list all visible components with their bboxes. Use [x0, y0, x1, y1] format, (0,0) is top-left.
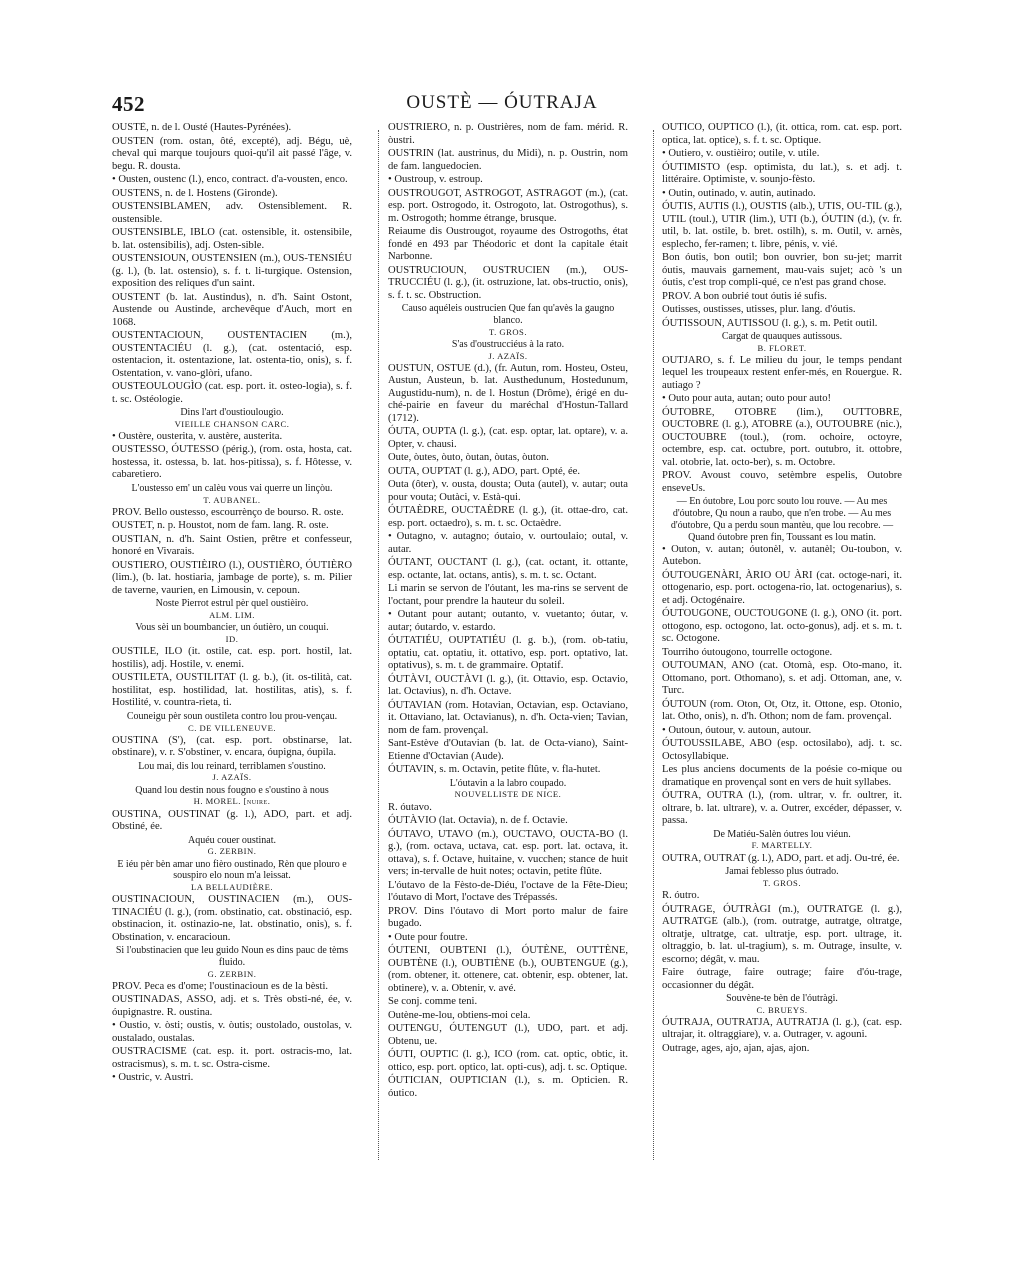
citation-line: De Matiéu-Salèn óutres lou viéun. — [713, 828, 851, 840]
dictionary-entry: Reiaume dis Oustrougot, royaume des Ostrogoths, état fondé en 493 par Théodoric et dont la capitale était Narbonne. — [388, 226, 628, 262]
dictionary-entry: Oute, òutes, òuto, òutan, òutas, òuton. — [388, 452, 549, 464]
dictionary-entry: • Oustère, ousterita, v. austère, austerita. — [112, 430, 283, 442]
dictionary-entry: ÓUTISSOUN, AUTISSOU (l. g.), s. m. Petit outil. — [662, 317, 878, 329]
dictionary-entry: ÓUTÀVIO (lat. Octavia), n. de f. Octavie. — [388, 815, 568, 827]
dictionary-entry: OUSTRIN (lat. austrinus, du Midi), n. p. Oustrin, nom de fam. languedocien. — [388, 148, 628, 172]
dictionary-entry: • Oustio, v. òsti; oustis, v. òutis; oustolado, oustolas, v. oustalado, oustalas. — [112, 1020, 352, 1044]
proverb-line: PROV. Dins l'óutavo di Mort porto malur de faire bugado. — [388, 905, 628, 930]
dictionary-entry: • Outant pour autant; outanto, v. vuetanto; óutar, v. autar; óutardo, v. estardo. — [388, 609, 628, 633]
dictionary-entry: OUSTIAN, n. d'h. Saint Ostien, prêtre et confesseur, honoré en Vivarais. — [112, 533, 352, 558]
citation-author: C. DE VILLENEUVE. — [187, 722, 277, 733]
text-column-middle — [388, 122, 628, 1242]
dictionary-entry: OUSTINA (S'), (cat. esp. port. obstinarse, lat. obstinare), v. r. S'obstiner, v. encara, óupigna, óupila. — [112, 734, 352, 759]
dictionary-entry: ÓUTRA, OUTRA (l.), (rom. ultrar, v. fr. oultrer, it. oltrare, b. lat. ultrare), v. a. Outrer, excéder, dépasser, v. passa. — [662, 790, 902, 827]
dictionary-entry: ÓUTOUGONE, OUCTOUGONE (l. g.), ONO (it. port. ottogono, esp. octogono, lat. octo-gonus), adj. et s. m. t. sc. Octogone. — [662, 608, 902, 645]
dictionary-entry: OUSTENTACIOUN, OUSTENTACIEN (m.), OUSTENTACIÉU (l. g.), (cat. ostentació, esp. ostentacion, it. ostentazione, lat. ostenta-tio, onis), s. f. Ostentation, v. vano-glòri, ufano. — [112, 330, 352, 379]
dictionary-entry: OUSTÈ, n. de l. Ousté (Hautes-Pyrénées). — [112, 122, 292, 133]
dictionary-entry: ÓUTAVIAN (rom. Hotavian, Octavian, esp. Octaviano, it. Ottaviano, lat. Octavianus), n. d'h. Octa-vien; Tavian, nom de fam. provençal. — [388, 699, 628, 736]
dictionary-entry: OUSTENSIBLE, IBLO (cat. ostensible, it. ostensibile, b. lat. ostensibilis), adj. Osten-sible. — [112, 227, 352, 251]
dictionary-entry: OUSTINA, OUSTINAT (g. l.), ADO, part. et adj. Obstiné, ée. — [112, 808, 352, 833]
citation-line: Couneigu pèr soun oustileta contro lou prou-vençau. — [126, 710, 338, 722]
dictionary-entry: • Outin, outinado, v. autin, autinado. — [662, 187, 816, 199]
dictionary-entry: OUSTENSIOUN, OUSTENSIEN (m.), OUS-TENSIÉU (g. l.), (b. lat. ostensio), s. f. t. li-turgique. Ostension, exposition des reliques d'un saint. — [112, 253, 352, 289]
citation-line: Aquéu couer oustinat. — [187, 834, 277, 846]
dictionary-entry: ÓUTICIAN, OUPTICIAN (l.), s. m. Opticien. R. óutico. — [388, 1075, 628, 1099]
citation-author: B. FLORET. — [757, 342, 807, 353]
page-header — [112, 92, 892, 116]
proverb-line: PROV. Avoust couvo, setèmbre espelis, Outobre enseveUs. — [662, 470, 902, 494]
dictionary-entry: OUSTRACISME (cat. esp. it. port. ostracis-mo, lat. ostracismus), s. m. t. sc. Ostra-cisme. — [112, 1046, 352, 1070]
dictionary-entry: ÓUTAVIN, s. m. Octavin, petite flûte, v. fla-hutet. — [388, 764, 601, 776]
citation-line: L'oustesso em' un calèu vous vai querre un linçòu. — [131, 482, 333, 494]
proverb-line: PROV. Bello oustesso, escourrènço de bourso. R. oste. — [112, 506, 344, 518]
citation-line: — En óutobre, Lou porc souto lou rouve. — Au mes d'óutobre, Qu noun a raubo, que n'en trobe. — Au mes d'óutobre, Qu a perdu soun mantèu, que lou recobre. — Quand óutobre pren fin, Toussant es lou matin. — [670, 496, 894, 543]
citation-line: Cargat de quauques autissous. — [721, 331, 843, 342]
citation-line: E iéu pèr bèn amar uno fièro oustinado, Rèn que plouro e souspiro elo noun m'a leissat. — [117, 858, 347, 882]
dictionary-entry: Tourriho óutougono, tourrelle octogone. — [662, 646, 833, 658]
citation-line: Vous sèi un boumbancier, un óutièro, un couqui. — [135, 622, 329, 634]
dictionary-entry: ÓUTAVO, UTAVO (m.), OUCTAVO, OUCTA-BO (l. g.), (rom. octava, uctava, cat. esp. port. lat. octava, it. ottava), s. f. Octave, huitaine, v. vucchen; stance de huit vers; in-tervalle de huit notes; octavin, petite flûte. — [388, 828, 628, 878]
dictionary-entry: ÓUTI, OUPTIC (l. g.), ICO (rom. cat. optic, obtic, it. ottico, esp. port. optico, lat. opti-cus), adj. t. sc. Optique. — [388, 1049, 628, 1073]
citation-author: H. MOREL. [nuire. — [193, 796, 271, 807]
dictionary-entry: ÓUTOUN (rom. Oton, Ot, Otz, it. Ottone, esp. Otonio, lat. Otho, onis), n. d'h. Othon; nom de fam. provençal. — [662, 698, 902, 723]
dictionary-entry: OUSTIERO, OUSTIÈIRO (l.), OUSTIÈRO, ÓUTIÈRO (lim.), (b. lat. hostiaria, jambage de porte), s. m. Pilier de taverne, vaurien, en Limousin, v. cepoun. — [112, 559, 352, 596]
text-column-left — [112, 122, 352, 1242]
dictionary-entry: • Outon, v. autan; óutonèl, v. autanèl; Ou-toubon, v. Autebon. — [662, 543, 902, 568]
dictionary-entry: OUTJARO, s. f. Le milieu du jour, le temps pendant lequel les troupeaux restent enfer-més, en Rouergue. R. autiago ? — [662, 354, 902, 391]
dictionary-entry: OUSTENT (b. lat. Austindus), n. d'h. Saint Ostont, Austende ou Austinde, archevêque d'Auch, mort en 1068. — [112, 291, 352, 328]
dictionary-entry: OUSTINADAS, ASSO, adj. et s. Très obsti-né, ée, v. óupignastre. R. oustina. — [112, 994, 352, 1018]
dictionary-entry: OUSTROUGOT, ASTROGOT, ASTRAGOT (m.), (cat. esp. port. Ostrogodo, it. Ostrogoto, lat. Ostrogothus), s. m. Ostrogoth; homme étrange, brusque. — [388, 187, 628, 224]
dictionary-entry: ÓUTICO, OUPTICO (l.), (it. ottica, rom. cat. esp. port. optica, lat. optice), s. f. t. sc. Optique. — [662, 122, 902, 146]
dictionary-entry: ÓUTRAJA, OUTRATJA, AUTRATJA (l. g.), (cat. esp. ultrajar, it. oltraggiare), v. a. Outrager, v. agouni. — [662, 1016, 902, 1041]
citation-line: Causo aquéleis oustrucien Que fan qu'avès la gaugno blanco. — [401, 303, 615, 326]
column-divider — [378, 130, 379, 1160]
dictionary-entry: ÓUTIMISTO (esp. optimista, du lat.), s. et adj. t. littéraire. Optimiste, v. sounjo-fèsto. — [662, 161, 902, 185]
column-divider — [653, 130, 654, 1160]
dictionary-entry: • Oustroup, v. estroup. — [388, 174, 483, 185]
dictionary-entry: • Outagno, v. autagno; óutaio, v. ourtoulaio; outal, v. autar. — [388, 531, 628, 555]
citation-author: VIEILLE CHANSON CARC. — [174, 418, 290, 429]
citation-author: ALM. LIM. — [209, 610, 255, 621]
citation-author: T. GROS. — [489, 326, 527, 337]
dictionary-entry: Outène-me-lou, obtiens-moi cela. — [388, 1009, 531, 1021]
citation-line: Quand lou destin nous fougno e s'oustino à nous — [135, 784, 329, 796]
citation-author: F. MARTELLY. — [751, 840, 813, 851]
dictionary-entry: ÓUTRAGE, ÓUTRÀGI (m.), OUTRATGE (l. g.), AUTRATGE (alb.), (rom. outratge, autratge, oltratge, oltratje, ultratge, cat. ultratje, esp. port. ultrage, it. oltraggio, b. lat. ul-tragium), s. m. Outrage, insulte, v. escorno; dégât, v. mau. — [662, 903, 902, 965]
dictionary-entry: ÓUTA, OUPTA (l. g.), (cat. esp. optar, lat. optare), v. a. Opter, v. chausi. — [388, 426, 628, 450]
dictionary-entry: ÓUTANT, OUCTANT (l. g.), (cat. octant, it. ottante, esp. octante, lat. octans, antis), s. m. t. sc. Octant. — [388, 557, 628, 581]
dictionary-entry: • Outoun, óutour, v. autoun, autour. — [662, 724, 812, 736]
dictionary-entry: ÓUTIS, AUTIS (l.), OUSTIS (alb.), UTIS, OU-TIL (g.), UTIL (toul.), UTIR (lim.), UTI (b.), ÓUTIN (d.), (v. fr. util, b. lat. ostile, b. bret. ostilh), s. m. Outil, v. arnès, esplecho, fer-ramen; t. libre, pénis, v. vié. — [662, 201, 902, 250]
citation-line: Souvène-te bèn de l'óutràgi. — [726, 993, 838, 1004]
dictionary-entry: R. óutro. — [662, 890, 700, 901]
citation-line: Si l'oubstinacien que leu guido Noun es dins pauc de tèms fluido. — [115, 945, 349, 969]
citation-author: NOUVELLISTE DE NICE. — [454, 789, 562, 800]
proverb-line: PROV. A bon oubrié tout óutis ié sufis. — [662, 290, 827, 302]
dictionary-entry: ÓUTOUGENÀRI, ÀRIO OU ÀRI (cat. octoge-nari, it. ottogenario, esp. port. octogena-rio, lat. octogenarius), s. et adj. Octogénaire. — [662, 569, 902, 606]
dictionary-entry: OUSTRIERO, n. p. Oustrières, nom de fam. mérid. R. òustri. — [388, 122, 628, 146]
dictionary-entry: • Oustric, v. Austri. — [112, 1072, 194, 1084]
dictionary-entry: • Outiero, v. oustièiro; outile, v. utile. — [662, 148, 820, 159]
dictionary-entry: Outa (ôter), v. ousta, dousta; Outa (autel), v. autar; outa pour vouta; Outàci, v. Està-qui. — [388, 479, 628, 503]
citation-author: ID. — [225, 634, 239, 645]
dictionary-entry: • Oute pour foutre. — [388, 931, 468, 943]
text-column-right — [662, 122, 902, 1242]
dictionary-entry: OUTENGU, ÓUTENGUT (l.), UDO, part. et adj. Obtenu, ue. — [388, 1023, 628, 1047]
citation-author: C. BRUEYS. — [756, 1004, 808, 1015]
dictionary-entry: OUSTET, n. p. Houstot, nom de fam. lang. R. oste. — [112, 520, 329, 532]
citation-author: G. ZERBIN. — [207, 968, 257, 979]
dictionary-entry: OUSTILE, ILO (it. ostile, cat. esp. port. hostil, lat. hostilis), adj. Hostile, v. enemi. — [112, 646, 352, 670]
dictionary-entry: OUSTEOULOUGÌO (cat. esp. port. it. osteo-logia), s. f. t. sc. Ostéologie. — [112, 381, 352, 405]
citation-author: J. AZAÏS. — [212, 772, 252, 783]
dictionary-entry: • Ousten, oustenc (l.), enco, contract. d'a-vousten, enco. — [112, 174, 348, 185]
citation-line: Noste Pierrot estrul pèr quel oustièiro. — [155, 598, 309, 610]
dictionary-entry: OUSTUN, OSTUE (d.), (fr. Autun, rom. Hosteu, Osteu, Austun, Austeun, b. lat. Austhedunum, Hostedunum, Augustidu-num), n. de l. Hostun (Drôme), érigé en du-ché-pairie en faveur du maréchal d'Hostun-Tallard (1712). — [388, 362, 628, 424]
dictionary-entry: Outrage, ages, ajo, ajan, ajas, ajon. — [662, 1042, 810, 1054]
dictionary-entry: OUSTEN (rom. ostan, ôté, excepté), adj. Bégu, uè, cheval qui marque toujours quoi-qu'il ait passé l'âge, v. begu. R. dousta. — [112, 135, 352, 172]
citation-line: S'as d'oustrucciéus à la rato. — [451, 338, 565, 350]
proverb-line: PROV. Peca es d'ome; l'oustinacioun es de la bèsti. — [112, 980, 329, 992]
dictionary-entry: OUSTESSO, ÓUTESSO (périg.), (rom. osta, hosta, cat. hostessa, it. ostessa, b. lat. hos-pitissa), s. f. Hôtesse, v. cabaretiero. — [112, 444, 352, 481]
dictionary-entry: OUSTENSIBLAMEN, adv. Ostensiblement. R. oustensible. — [112, 201, 352, 225]
dictionary-entry: ÓUTOBRE, OTOBRE (lim.), OUTTOBRE, OUCTOBRE (l. g.), ATOBRE (a.), OUTOUBRE (nic.), OUCTOUBRE (toul.), (rom. ochoire, octoyre, octembre, esp. cat. octubre, port. outubro, it. ottobre, val. otobrie, lat. octo-ber), s. m. Octobre. — [662, 406, 902, 468]
dictionary-entry: OUTOUMAN, ANO (cat. Otomà, esp. Oto-mano, it. Ottomano, port. Othomano), s. et adj. Ottoman, ane, v. Turc. — [662, 660, 902, 697]
citation-author: T. AUBANEL. — [203, 494, 261, 505]
dictionary-entry: ÓUTOUSSILABE, ABO (esp. octosilabo), adj. t. sc. Octosyllabique. — [662, 738, 902, 762]
dictionary-entry: OUSTENS, n. de l. Hostens (Gironde). — [112, 187, 278, 199]
citation-line: L'óutavin a la labro coupado. — [449, 777, 567, 789]
dictionary-entry: L'óutavo de la Fèsto-de-Diéu, l'octave de la Fête-Dieu; l'óutavo di Mort, l'octave des Trépassés. — [388, 879, 628, 904]
citation-line: Jamai feblesso plus óutrado. — [725, 866, 839, 878]
dictionary-entry: Sant-Estève d'Outavian (b. lat. de Octa-viano), Saint-Etienne d'Octavian (Aude). — [388, 738, 628, 762]
dictionary-entry: • Outo pour auta, autan; outo pour auto! — [662, 393, 832, 405]
dictionary-entry: OUSTILETA, OUSTILITAT (l. g. b.), (it. os-tilità, cat. hostilitat, esp. hostilidad, lat. hostilitas, atis), s. f. Hostilité, v. countra-rieta, ti. — [112, 672, 352, 709]
citation-line: Lou mai, dis lou reinard, terriblamen s'oustino. — [138, 760, 326, 772]
citation-author: T. GROS. — [763, 877, 801, 888]
dictionary-entry: OUSTINACIOUN, OUSTINACIEN (m.), OUS-TINACIÉU (l. g.), (rom. obstinatio, cat. obstinació, esp. obstinacion, it. ostinazio-ne, lat. obstinatio, onis), s. f. Obstination, v. encaracioun. — [112, 894, 352, 943]
dictionary-entry: Bon óutis, bon outil; bon ouvrier, bon su-jet; marrit óutis, mauvais garnement, mau-vais sujet; acò 's un óutis, c'est trop compli-qué, ce n'est pas grand chose. — [662, 252, 902, 288]
dictionary-entry: Se conj. comme teni. — [388, 996, 478, 1008]
dictionary-entry: ÓUTÀVI, OUCTÀVI (l. g.), (it. Ottavio, esp. Octavio, lat. Octavius), n. d'h. Octave. — [388, 673, 628, 698]
dictionary-entry: Outisses, oustisses, utisses, plur. lang. d'óutis. — [662, 304, 856, 315]
dictionary-entry: ÓUTAÈDRE, OUCTAÈDRE (l. g.), (it. ottae-dro, cat. esp. port. octaedro), s. m. t. sc. Octaèdre. — [388, 505, 628, 529]
dictionary-entry: Li marin se servon de l'óutant, les ma-rins se servent de l'octant, pour prendre la hauteur du soleil. — [388, 583, 628, 607]
dictionary-entry: R. óutavo. — [388, 801, 432, 813]
citation-line: Dins l'art d'oustioulougìo. — [180, 407, 284, 418]
page-number: 452 — [112, 92, 145, 116]
dictionary-entry: ÓUTATIÉU, OUPTATIÉU (l. g. b.), (rom. ob-tatiu, optatiu, cat. optatiu, it. ottativo, esp. port. optativo, lat. optativus), s. m. t. de grammaire. Optatif. — [388, 635, 628, 672]
dictionary-entry: OUSTRUCIOUN, OUSTRUCIEN (m.), OUS-TRUCCIÉU (l. g.), (it. ostruzione, lat. obs-tructio, onis), s. f. t. sc. Obstruction. — [388, 264, 628, 301]
page-title: OUSTÈ — ÓUTRAJA — [406, 92, 598, 113]
dictionary-entry: Les plus anciens documents de la poésie co-mique ou dramatique en provençal sont en vers de huit syllabes. — [662, 764, 902, 788]
citation-author: LA BELLAUDIÈRE. — [191, 882, 273, 893]
citation-author: J. AZAÏS. — [488, 350, 528, 361]
citation-author: G. ZERBIN. — [207, 846, 257, 857]
dictionary-entry: ÓUTENI, OUBTENI (l.), ÓUTÈNE, OUTTÈNE, OUBTÈNE (l.), OUBTIÈNE (b.), OUBTENGUE (g.), (rom. obtener, it. ottenere, cat. obtenir, esp. obtener, lat. obtinere), v. a. Obtenir, v. avé. — [388, 945, 628, 994]
dictionary-entry: Faire óutrage, faire outrage; faire d'óu-trage, occasionner du dégât. — [662, 967, 902, 991]
dictionary-entry: OUTRA, OUTRAT (g. l.), ADO, part. et adj. Ou-tré, ée. — [662, 852, 900, 864]
dictionary-entry: OUTA, OUPTAT (l. g.), ADO, part. Opté, ée. — [388, 465, 580, 477]
